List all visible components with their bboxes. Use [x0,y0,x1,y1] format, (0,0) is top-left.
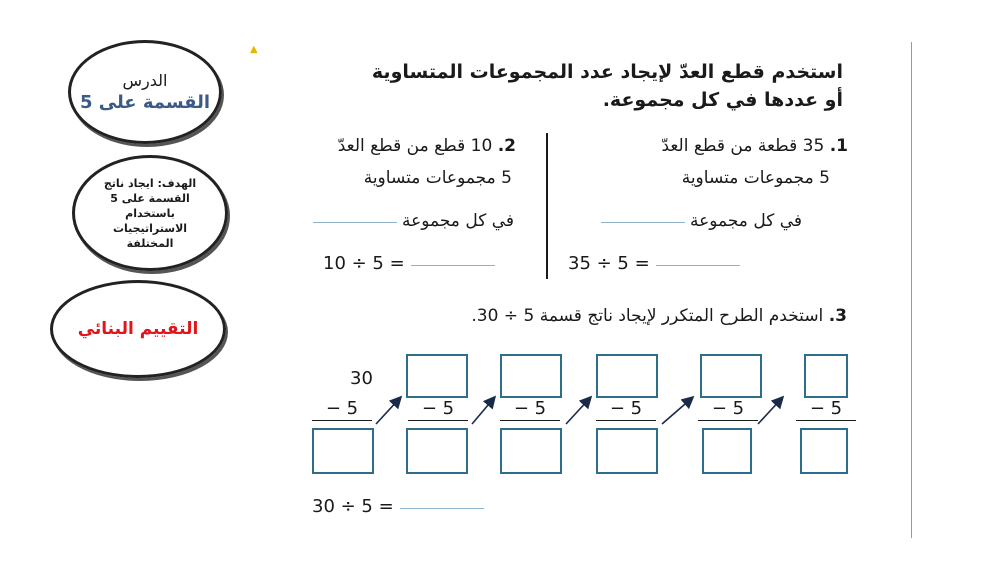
lesson-title: القسمة على 5 [79,92,211,113]
q3-arrow-5 [758,398,782,424]
evaluation-label: التقييم البنائي [77,319,199,339]
q1-text-1: 35 قطعة من قطع العدّ [661,136,825,156]
q3-minus-five-5: − 5 [698,398,758,421]
goal-text: الهدف: ايجاد ناتج القسمة على 5 باستخدام الاستراتيجيات المختلفة [103,176,197,250]
q3-arrow-1 [376,398,400,424]
q3-arrow-3 [566,398,590,424]
q3-final-equation: 30 ÷ 5 = [312,496,394,517]
q3-minus-five-2: − 5 [408,398,468,421]
q3-start-number: 30 [350,368,373,389]
q1-text-2: 5 مجموعات متساوية [681,168,830,188]
q3-title: استخدم الطرح المتكرر لإيجاد ناتج قسمة 5 ÷ 30. [471,306,824,326]
q3-minus-five-4: − 5 [596,398,656,421]
q3-minus-five-3: − 5 [500,398,560,421]
q2-equation: 10 ÷ 5 = [323,253,405,274]
q1-each-group: في كل مجموعة [689,211,802,231]
q2-text-2: 5 مجموعات متساوية [363,168,512,188]
q2-number: 2. [497,136,516,156]
q3-arrow-2 [472,398,494,424]
q1-equation: 35 ÷ 5 = [568,253,650,274]
instruction-line-2: أو عددها في كل مجموعة. [602,89,843,111]
q2-text-1: 10 قطع من قطع العدّ [337,136,493,156]
q3-final-answer-blank[interactable] [400,506,484,509]
q3-arrow-4 [662,398,692,424]
lesson-label: الدرس [122,71,168,90]
q3-minus-five-6: − 5 [796,398,856,421]
stray-mark-icon: ▲ [250,44,258,55]
q2-each-group: في كل مجموعة [401,211,514,231]
q3-number: 3. [828,306,847,326]
instruction-line-1: استخدم قطع العدّ لإيجاد عدد المجموعات المتساوية [371,61,843,83]
q1-number: 1. [829,136,848,156]
q3-final-equation-row [312,496,484,517]
q3-minus-five-1: − 5 [312,398,372,421]
